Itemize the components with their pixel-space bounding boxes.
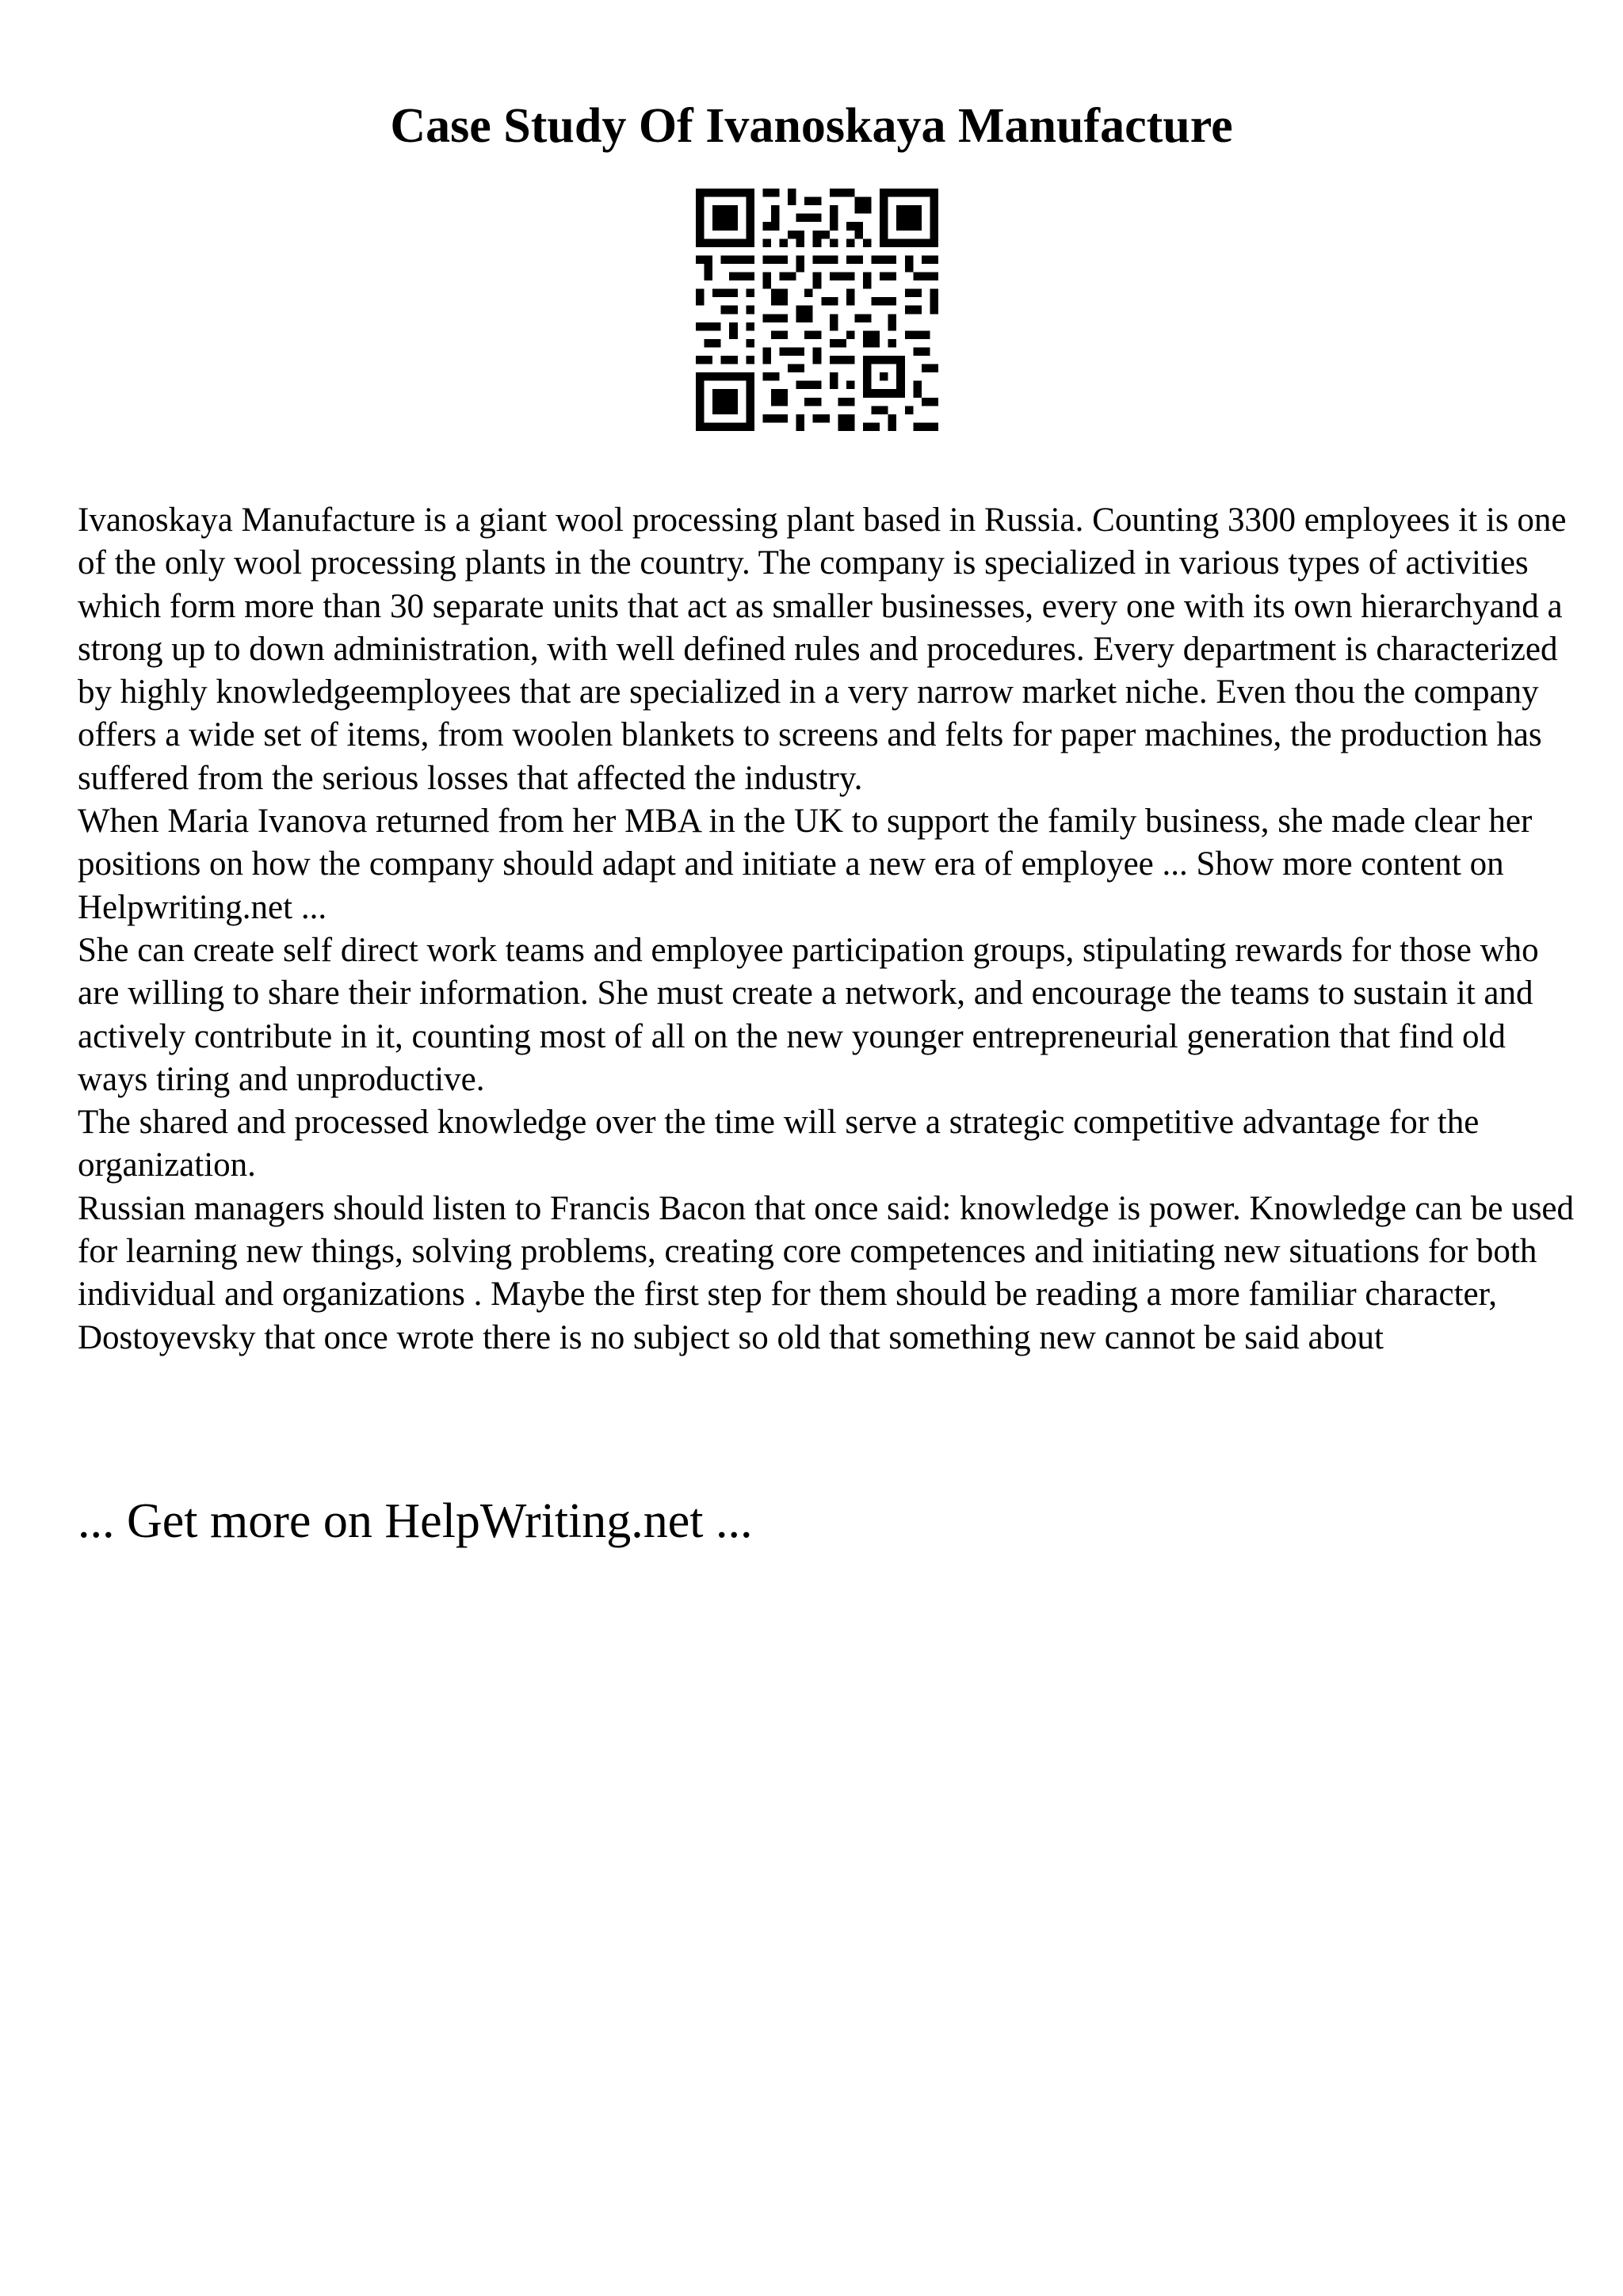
paragraph-maria-ivanova: When Maria Ivanova returned from her MBA in the UK to support the family business, she made clear her positions on how the company should adapt and initiate a new era of employee ... Show more content on Helpwriting.net ... <box>78 803 1533 926</box>
paragraph-shared-knowledge: The shared and processed knowledge over the time will serve a strategic competitive advantage for the organization. <box>78 1104 1480 1184</box>
document-body <box>78 499 1575 1360</box>
get-more-link[interactable]: ... Get more on HelpWriting.net ... <box>78 1494 753 1548</box>
page-title: Case Study Of Ivanoskaya Manufacture <box>390 99 1233 153</box>
paragraph-intro: Ivanoskaya Manufacture is a giant wool processing plant based in Russia. Counting 3300 employees it is one of the only wool processing plants in the country. The company is specialized in various types of activities which form more than 30 separate units that act as smaller businesses, every one with its own hierarchyand a strong up to down administration, with well defined rules and procedures. Every department is characterized by highly knowledgeemployees that are specialized in a very narrow market niche. Even thou the company offers a wide set of items, from woolen blankets to screens and felts for paper machines, the production has suffered from the serious losses that affected the industry. <box>78 502 1567 797</box>
qr-code-icon <box>696 189 938 431</box>
paragraph-russian-managers: Russian managers should listen to Francis Bacon that once said: knowledge is power. Knowledge can be used for learning new things, solving problems, creating core competences and initiating new situations for both individual and organizations . Maybe the first step for them should be reading a more familiar character, Dostoyevsky that once wrote there is no subject so old that something new cannot be said about <box>78 1189 1575 1356</box>
paragraph-work-teams: She can create self direct work teams and employee participation groups, stipulating rewards for those who are willing to share their information. She must create a network, and encourage the teams to sustain it and actively contribute in it, counting most of all on the new younger entrepreneurial generation that find old ways tiring and unproductive. <box>78 931 1539 1098</box>
